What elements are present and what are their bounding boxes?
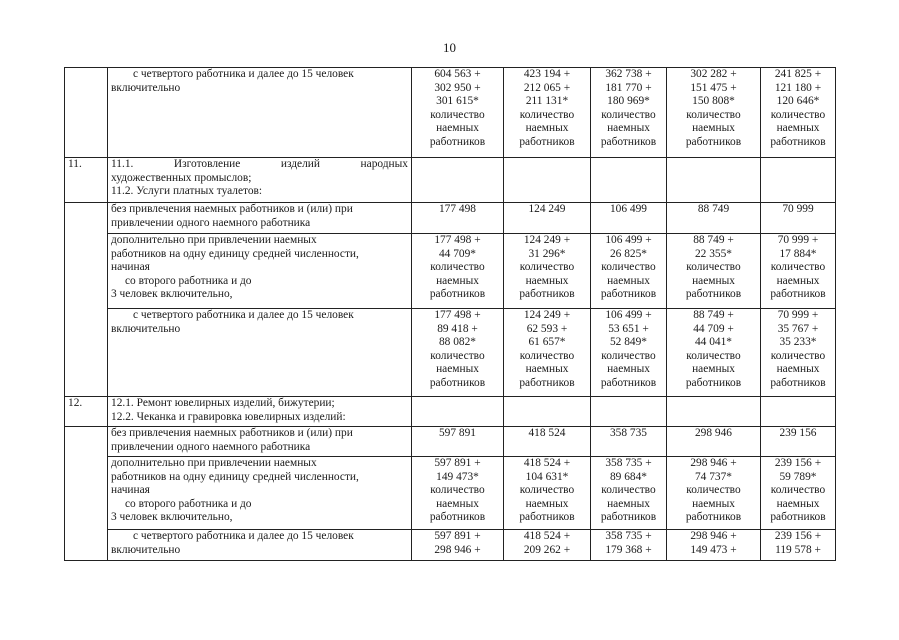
value-line: работников (429, 511, 486, 524)
value-line: 89 684* (609, 470, 648, 483)
description-line: дополнительно при привлечении наемных (111, 457, 317, 469)
value-cell (412, 309, 504, 397)
value-line: 61 657* (528, 336, 566, 349)
value-line: 604 563 + (434, 68, 481, 80)
value-line: количество (770, 484, 826, 497)
value-cell (761, 68, 836, 158)
value-line: количество (430, 261, 485, 274)
value-cell (761, 203, 836, 234)
value-line: количество (770, 261, 826, 274)
value-line: работников (600, 288, 657, 301)
value-line: количество (686, 484, 741, 497)
value-cell (504, 427, 591, 457)
value-line: 177 498 + (434, 309, 481, 321)
value-line: наемных (692, 274, 735, 287)
value-line: 31 296* (528, 247, 566, 260)
table-row (65, 203, 836, 234)
table-row (65, 457, 836, 530)
value-line: 362 738 + (605, 68, 652, 80)
value-cell (504, 457, 591, 530)
value-line: 106 499 + (605, 309, 652, 321)
value-line: 88 749 (697, 203, 730, 215)
value-line: работников (685, 376, 742, 389)
value-line: количество (686, 108, 741, 121)
value-line: 44 709* (438, 247, 477, 260)
value-line: количество (686, 349, 741, 362)
value-cell (761, 397, 836, 427)
value-line: 302 950 + (434, 81, 481, 94)
description-line: с четвертого работника и далее до 15 человек (133, 309, 354, 321)
value-line: работников (429, 376, 486, 389)
value-line: 44 041* (694, 336, 733, 349)
value-cell (412, 530, 504, 561)
value-cell (761, 158, 836, 203)
row-description (108, 309, 412, 397)
value-line: наемных (607, 363, 650, 376)
description-line: 12.1. Ремонт ювелирных изделий, бижутерии; (111, 397, 335, 409)
value-line: 150 808* (692, 95, 735, 108)
value-line: количество (519, 484, 575, 497)
value-line: количество (430, 349, 485, 362)
value-line: 70 999 + (777, 309, 819, 321)
description-line: начиная (111, 261, 150, 274)
value-cell (667, 158, 761, 203)
value-line: наемных (525, 274, 569, 287)
value-line: 88 082* (438, 336, 477, 349)
value-line: работников (685, 511, 742, 524)
value-cell (591, 530, 667, 561)
value-line: 52 849* (609, 336, 648, 349)
row-number-cell (65, 203, 108, 397)
value-line: 59 789* (779, 470, 817, 483)
table-row (65, 427, 836, 457)
value-line: работников (519, 135, 575, 148)
value-line: 62 593 + (526, 322, 568, 335)
value-line: 106 499 + (605, 234, 652, 246)
row-description (108, 397, 412, 427)
value-line: работников (429, 288, 486, 301)
value-line: 597 891 + (434, 457, 481, 469)
value-line: работников (770, 135, 826, 148)
value-line: работников (519, 288, 575, 301)
value-line: наемных (436, 363, 479, 376)
value-line: 298 946 (694, 427, 733, 439)
description-line: 11.1. Изготовление изделий народных (111, 158, 408, 170)
value-cell (504, 309, 591, 397)
value-line: наемных (776, 497, 820, 510)
value-cell (667, 234, 761, 309)
value-cell (504, 203, 591, 234)
value-cell (412, 158, 504, 203)
value-line: 35 233* (779, 336, 817, 349)
value-line: 104 631* (525, 470, 569, 483)
value-cell (412, 203, 504, 234)
description-line: привлечении одного наемного работника (111, 440, 311, 453)
value-line: 179 368 + (605, 543, 652, 556)
value-line: 17 884* (779, 247, 817, 260)
value-line: 212 065 + (523, 81, 571, 94)
value-line: наемных (692, 122, 735, 135)
row-description (108, 158, 412, 203)
value-cell (667, 427, 761, 457)
value-line: 239 156 + (774, 530, 822, 542)
value-line: 211 131* (525, 95, 569, 108)
value-cell (667, 203, 761, 234)
value-line: 149 473* (436, 470, 479, 483)
value-line: 124 249 (528, 203, 566, 215)
table-row (65, 309, 836, 397)
value-line: наемных (607, 122, 650, 135)
value-cell (591, 457, 667, 530)
row-description (108, 427, 412, 457)
value-cell (504, 158, 591, 203)
value-cell (591, 158, 667, 203)
table-row (65, 68, 836, 158)
description-line: 3 человек включительно, (111, 511, 233, 524)
description-line: включительно (111, 543, 181, 556)
value-line: 239 156 + (774, 457, 822, 469)
value-line: работников (519, 376, 575, 389)
description-line: включительно (111, 81, 181, 94)
value-line: 239 156 (779, 427, 817, 439)
value-line: наемных (776, 274, 820, 287)
description-line: без привлечения наемных работников и (или) при (111, 427, 353, 439)
value-cell (667, 397, 761, 427)
description-line: начиная (111, 484, 150, 497)
row-number-cell (65, 68, 108, 158)
description-line: с четвертого работника и далее до 15 человек (133, 68, 354, 80)
value-line: количество (519, 108, 575, 121)
value-cell (591, 397, 667, 427)
value-cell (761, 457, 836, 530)
value-line: 22 355* (694, 247, 733, 260)
value-line: количество (519, 349, 575, 362)
value-line: наемных (436, 274, 479, 287)
value-cell (412, 427, 504, 457)
value-line: 302 282 + (690, 68, 737, 80)
description-line: 11.2. Услуги платных туалетов: (111, 185, 263, 198)
value-line: наемных (525, 497, 569, 510)
value-line: наемных (776, 363, 820, 376)
value-line: 88 749 + (693, 309, 734, 321)
value-line: 241 825 + (774, 68, 822, 80)
description-line: с четвертого работника и далее до 15 человек (133, 530, 354, 542)
row-description (108, 203, 412, 234)
value-line: 89 418 + (437, 322, 478, 335)
value-line: 358 735 + (605, 530, 652, 542)
value-line: 70 999 + (777, 234, 819, 246)
description-line: без привлечения наемных работников и (или) при (111, 203, 353, 215)
value-line: работников (685, 288, 742, 301)
value-line: количество (601, 484, 656, 497)
value-line: работников (600, 376, 657, 389)
value-line: количество (601, 261, 656, 274)
value-line: 121 180 + (774, 81, 822, 94)
value-cell (591, 234, 667, 309)
value-line: наемных (525, 122, 569, 135)
value-cell (504, 530, 591, 561)
value-line: работников (770, 288, 826, 301)
description-line: 3 человек включительно, (111, 288, 233, 301)
value-line: количество (430, 108, 485, 121)
value-line: 149 473 + (690, 543, 737, 556)
value-line: 358 735 (609, 427, 648, 439)
value-line: наемных (776, 122, 820, 135)
value-line: наемных (525, 363, 569, 376)
value-line: количество (770, 349, 826, 362)
value-line: 298 946 + (434, 543, 481, 556)
value-line: работников (770, 511, 826, 524)
value-cell (591, 68, 667, 158)
value-line: наемных (607, 274, 650, 287)
value-line: работников (770, 376, 826, 389)
page-number: 10 (443, 40, 456, 55)
value-line: наемных (692, 363, 735, 376)
value-line: работников (685, 135, 742, 148)
value-cell (412, 234, 504, 309)
row-description (108, 530, 412, 561)
value-cell (761, 427, 836, 457)
value-line: количество (601, 349, 656, 362)
value-line: 181 770 + (605, 81, 652, 94)
value-line: количество (430, 484, 485, 497)
value-line: 124 249 + (523, 309, 571, 321)
value-line: 74 737* (694, 470, 733, 483)
value-line: 418 524 + (523, 530, 571, 542)
tariff-table (64, 67, 836, 561)
value-line: наемных (436, 122, 479, 135)
value-line: 106 499 (609, 203, 648, 215)
value-line: количество (686, 261, 741, 274)
description-line: со второго работника и до (125, 497, 252, 510)
value-line: 151 475 + (690, 81, 737, 94)
value-line: количество (519, 261, 575, 274)
description-line: со второго работника и до (125, 274, 252, 287)
value-line: наемных (436, 497, 479, 510)
value-cell (761, 309, 836, 397)
table-row (65, 158, 836, 203)
value-line: 597 891 (438, 427, 477, 439)
description-line: привлечении одного наемного работника (111, 216, 311, 229)
value-line: 26 825* (609, 247, 648, 260)
row-description (108, 457, 412, 530)
row-number-cell: 12. (65, 397, 108, 427)
value-cell (761, 234, 836, 309)
description-line: дополнительно при привлечении наемных (111, 234, 317, 246)
description-line: работников на одну единицу средней численности, (111, 470, 359, 483)
value-line: 177 498 + (434, 234, 481, 246)
value-cell (412, 397, 504, 427)
value-line: 35 767 + (777, 322, 819, 335)
value-line: 423 194 + (523, 68, 571, 80)
value-line: 418 524 (528, 427, 566, 439)
value-line: количество (601, 108, 656, 121)
value-line: 53 651 + (608, 322, 649, 335)
value-cell (667, 68, 761, 158)
value-cell (504, 68, 591, 158)
table-row (65, 530, 836, 561)
value-line: количество (770, 108, 826, 121)
value-cell (667, 530, 761, 561)
row-number-cell: 11. (65, 158, 108, 203)
value-cell (412, 457, 504, 530)
value-line: 44 709 + (693, 322, 734, 335)
value-line: наемных (607, 497, 650, 510)
value-cell (591, 427, 667, 457)
value-line: 177 498 (438, 203, 477, 215)
value-cell (504, 234, 591, 309)
row-description (108, 68, 412, 158)
value-line: 209 262 + (523, 543, 571, 556)
value-line: 70 999 (782, 203, 814, 215)
value-line: 180 969* (607, 95, 650, 108)
value-cell (667, 457, 761, 530)
value-line: 358 735 + (605, 457, 652, 469)
value-line: работников (429, 135, 486, 148)
value-line: работников (600, 135, 657, 148)
table-row (65, 234, 836, 309)
value-line: 301 615* (436, 95, 479, 108)
value-cell (591, 203, 667, 234)
value-line: 597 891 + (434, 530, 481, 542)
value-line: 119 578 + (775, 543, 821, 556)
value-cell (412, 68, 504, 158)
value-line: работников (519, 511, 575, 524)
value-cell (761, 530, 836, 561)
description-line: работников на одну единицу средней численности, (111, 247, 359, 260)
description-line: 12.2. Чеканка и гравировка ювелирных изделий: (111, 410, 346, 423)
value-line: наемных (692, 497, 735, 510)
table-row (65, 397, 836, 427)
value-line: 120 646* (776, 95, 820, 108)
value-line: 298 946 + (690, 457, 737, 469)
row-number-cell (65, 427, 108, 561)
description-line: включительно (111, 322, 181, 335)
value-cell (591, 309, 667, 397)
value-line: работников (600, 511, 657, 524)
value-cell (667, 309, 761, 397)
value-line: 88 749 + (693, 234, 734, 246)
value-cell (504, 397, 591, 427)
description-line: художественных промыслов; (111, 171, 252, 184)
row-description (108, 234, 412, 309)
value-line: 298 946 + (690, 530, 737, 542)
value-line: 124 249 + (523, 234, 571, 246)
value-line: 418 524 + (523, 457, 571, 469)
